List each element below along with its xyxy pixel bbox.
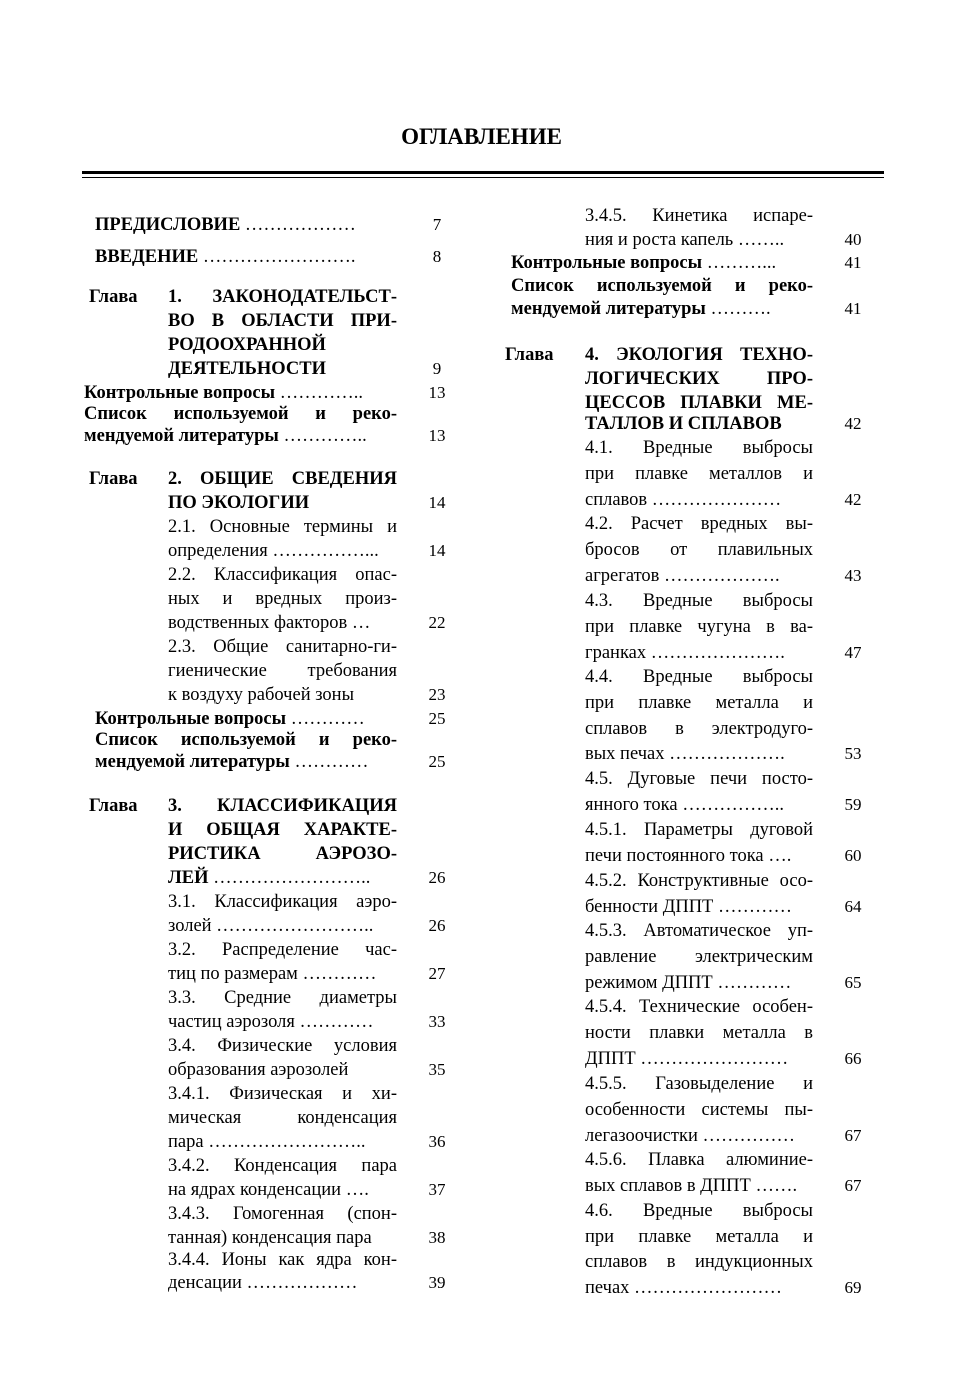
toc-subsection-line[interactable]: ности плавки металла в	[585, 1023, 813, 1043]
toc-subsection-line[interactable]: ных и вредных произ-	[168, 589, 397, 609]
chapter-1-title-line[interactable]: ВО В ОБЛАСТИ ПРИ-	[168, 311, 397, 331]
page-number: 66	[844, 1049, 862, 1068]
page-number: 14	[428, 541, 446, 560]
page-number: 22	[428, 613, 446, 632]
toc-subsection-line[interactable]: 4.2. Расчет вредных вы-	[585, 514, 813, 534]
toc-subsection-line[interactable]: вых сплавов в ДППТ …….	[585, 1176, 798, 1196]
toc-subsection-line[interactable]: 4.5.2. Конструктивные осо-	[585, 871, 813, 891]
page-number: 27	[428, 964, 446, 983]
toc-subsection-line[interactable]: ния и роста капель ……..	[585, 230, 785, 250]
page-title: ОГЛАВЛЕНИЕ	[401, 124, 562, 149]
chapter-4-title-line[interactable]: ТАЛЛОВ И СПЛАВОВ	[585, 414, 782, 434]
page-number: 7	[432, 215, 442, 234]
toc-subsection-line[interactable]: при плавке чугуна в ва-	[585, 617, 813, 637]
toc-entry-literature[interactable]: мендуемой литературы …………	[95, 752, 369, 772]
toc-subsection-line[interactable]: 4.3. Вредные выбросы	[585, 591, 813, 611]
page-number: 43	[844, 566, 862, 585]
toc-subsection-line[interactable]: 2.3. Общие санитарно-ги-	[168, 637, 397, 657]
page-number: 35	[428, 1060, 446, 1079]
toc-subsection-line[interactable]: бенности ДППТ …………	[585, 897, 792, 917]
page-number: 37	[428, 1180, 446, 1199]
toc-subsection-line[interactable]: 3.4.4. Ионы как ядра кон-	[168, 1250, 397, 1270]
toc-subsection-line[interactable]: 3.4. Физические условия	[168, 1036, 397, 1056]
toc-subsection-line[interactable]: особенности системы пы-	[585, 1100, 813, 1120]
toc-subsection-line[interactable]: янного тока ……………..	[585, 795, 784, 815]
toc-subsection-line[interactable]: 2.1. Основные термины и	[168, 517, 397, 537]
toc-entry-control-questions[interactable]: Контрольные вопросы ………...	[511, 253, 777, 273]
page-number: 9	[432, 359, 442, 378]
chapter-4-title-line[interactable]: ЦЕССОВ ПЛАВКИ МЕ-	[585, 393, 813, 413]
toc-subsection-line[interactable]: частиц аэрозоля …………	[168, 1012, 374, 1032]
toc-subsection-line[interactable]: при плавке металлов и	[585, 464, 813, 484]
toc-subsection-line[interactable]: 3.4.1. Физическая и хи-	[168, 1084, 397, 1104]
toc-subsection-line[interactable]: легазоочистки ……………	[585, 1126, 795, 1146]
page-number: 33	[428, 1012, 446, 1031]
title-divider-thin	[82, 177, 884, 178]
chapter-4-title-line[interactable]: 4. ЭКОЛОГИЯ ТЕХНО-	[585, 345, 813, 365]
chapter-label: Глава	[89, 796, 138, 816]
toc-subsection-line[interactable]: 4.5.1. Параметры дуговой	[585, 820, 813, 840]
page-number: 25	[428, 709, 446, 728]
page-number: 38	[428, 1228, 446, 1247]
page-number: 67	[844, 1126, 862, 1145]
toc-subsection-line[interactable]: тиц по размерам …………	[168, 964, 377, 984]
toc-subsection-line[interactable]: сплавов в индукционных	[585, 1252, 813, 1272]
page-number: 25	[428, 752, 446, 771]
toc-subsection-line[interactable]: при плавке металла и	[585, 1227, 813, 1247]
toc-subsection-line[interactable]: к воздуху рабочей зоны	[168, 685, 354, 705]
toc-entry-literature[interactable]: Список используемой и реко-	[511, 276, 813, 296]
page-number: 42	[844, 414, 862, 433]
chapter-3-title-line[interactable]: РИСТИКА АЭРОЗО-	[168, 844, 397, 864]
page-number: 36	[428, 1132, 446, 1151]
toc-subsection-line[interactable]: равление электрическим	[585, 947, 813, 967]
toc-subsection-line[interactable]: 4.5. Дуговые печи посто-	[585, 769, 813, 789]
toc-subsection-line[interactable]: образования аэрозолей	[168, 1060, 349, 1080]
chapter-3-title-line[interactable]: ЛЕЙ ……………………..	[168, 868, 371, 888]
toc-entry-preface[interactable]: ПРЕДИСЛОВИЕ ………………	[95, 215, 356, 235]
page-number: 41	[844, 299, 862, 318]
toc-subsection-line[interactable]: при плавке металла и	[585, 693, 813, 713]
toc-entry-control-questions[interactable]: Контрольные вопросы …………..	[84, 383, 363, 403]
toc-subsection-line[interactable]: 3.2. Распределение час-	[168, 940, 397, 960]
page-number: 14	[428, 493, 446, 512]
toc-subsection-line[interactable]: 4.5.4. Технические особен-	[585, 997, 813, 1017]
chapter-4-title-line[interactable]: ЛОГИЧЕСКИХ ПРО-	[585, 369, 813, 389]
toc-subsection-line[interactable]: золей ……………………..	[168, 916, 374, 936]
toc-subsection-line[interactable]: мическая конденсация	[168, 1108, 397, 1128]
chapter-1-title-line[interactable]: 1. ЗАКОНОДАТЕЛЬСТ-	[168, 287, 397, 307]
toc-subsection-line[interactable]: 4.5.5. Газовыделение и	[585, 1074, 813, 1094]
page-number: 64	[844, 897, 862, 916]
chapter-3-title-line[interactable]: И ОБЩАЯ ХАРАКТЕ-	[168, 820, 397, 840]
toc-subsection-line[interactable]: 4.5.3. Автоматическое уп-	[585, 921, 813, 941]
page-number: 13	[428, 383, 446, 402]
toc-subsection-line[interactable]: танная) конденсация пара	[168, 1228, 372, 1248]
toc-subsection-line[interactable]: печах ……………………	[585, 1278, 783, 1298]
toc-subsection-line[interactable]: на ядрах конденсации ….	[168, 1180, 369, 1200]
page-number: 8	[432, 247, 442, 266]
page-number: 59	[844, 795, 862, 814]
toc-subsection-line[interactable]: водственных факторов …	[168, 613, 371, 633]
page-number: 41	[844, 253, 862, 272]
page-number: 26	[428, 868, 446, 887]
toc-subsection-line[interactable]: 3.3. Средние диаметры	[168, 988, 397, 1008]
toc-entry-literature[interactable]: мендуемой литературы …………..	[84, 426, 367, 446]
page-number: 69	[844, 1278, 862, 1297]
chapter-2-title-line[interactable]: ПО ЭКОЛОГИИ	[168, 493, 310, 513]
toc-subsection-line[interactable]: сплавов в электродуго-	[585, 719, 813, 739]
chapter-label: Глава	[89, 469, 138, 489]
toc-entry-introduction[interactable]: ВВЕДЕНИЕ …………………….	[95, 247, 356, 267]
toc-subsection-line[interactable]: 4.6. Вредные выбросы	[585, 1201, 813, 1221]
page-number: 60	[844, 846, 862, 865]
toc-subsection-line[interactable]: 3.4.5. Кинетика испаре-	[585, 206, 813, 226]
toc-subsection-line[interactable]: печи постоянного тока ….	[585, 846, 792, 866]
toc-entry-literature[interactable]: Список используемой и реко-	[95, 730, 397, 750]
toc-entry-control-questions[interactable]: Контрольные вопросы …………	[95, 709, 365, 729]
toc-subsection-line[interactable]: денсации ………………	[168, 1273, 358, 1293]
page-number: 47	[844, 643, 862, 662]
toc-subsection-line[interactable]: 4.5.6. Плавка алюминие-	[585, 1150, 813, 1170]
page-number: 67	[844, 1176, 862, 1195]
toc-subsection-line[interactable]: ДППТ ……………………	[585, 1049, 789, 1069]
page-number: 40	[844, 230, 862, 249]
page-number: 39	[428, 1273, 446, 1292]
chapter-label: Глава	[505, 345, 554, 365]
toc-subsection-line[interactable]: 4.4. Вредные выбросы	[585, 667, 813, 687]
chapter-3-title-line[interactable]: 3. КЛАССИФИКАЦИЯ	[168, 796, 397, 816]
page-number: 65	[844, 973, 862, 992]
page-number: 53	[844, 744, 862, 763]
toc-subsection-line[interactable]: агрегатов ……………….	[585, 566, 780, 586]
toc-subsection-line[interactable]: 2.2. Классификация опас-	[168, 565, 397, 585]
toc-subsection-line[interactable]: гранках ………………….	[585, 643, 785, 663]
toc-subsection-line[interactable]: вых печах ……………….	[585, 744, 785, 764]
toc-subsection-line[interactable]: 3.4.2. Конденсация пара	[168, 1156, 397, 1176]
title-divider-thick	[82, 171, 884, 174]
page-number: 42	[844, 490, 862, 509]
toc-subsection-line[interactable]: 3.4.3. Гомогенная (спон-	[168, 1204, 397, 1224]
page-number: 26	[428, 916, 446, 935]
chapter-1-title-line[interactable]: РОДООХРАННОЙ	[168, 335, 326, 355]
page-number: 23	[428, 685, 446, 704]
chapter-1-title-line[interactable]: ДЕЯТЕЛЬНОСТИ	[168, 359, 326, 379]
chapter-2-title-line[interactable]: 2. ОБЩИЕ СВЕДЕНИЯ	[168, 469, 397, 489]
toc-entry-literature[interactable]: мендуемой литературы ……….	[511, 299, 771, 319]
toc-subsection-line[interactable]: пара ……………………..	[168, 1132, 366, 1152]
chapter-label: Глава	[89, 287, 138, 307]
toc-subsection-line[interactable]: гиенические требования	[168, 661, 397, 681]
toc-subsection-line[interactable]: сплавов …………………	[585, 490, 782, 510]
toc-subsection-line[interactable]: режимом ДППТ …………	[585, 973, 792, 993]
toc-subsection-line[interactable]: определения ……………...	[168, 541, 379, 561]
toc-subsection-line[interactable]: бросов от плавильных	[585, 540, 813, 560]
page-number: 13	[428, 426, 446, 445]
toc-subsection-line[interactable]: 4.1. Вредные выбросы	[585, 438, 813, 458]
toc-entry-literature[interactable]: Список используемой и реко-	[84, 404, 397, 424]
toc-subsection-line[interactable]: 3.1. Классификация аэро-	[168, 892, 397, 912]
